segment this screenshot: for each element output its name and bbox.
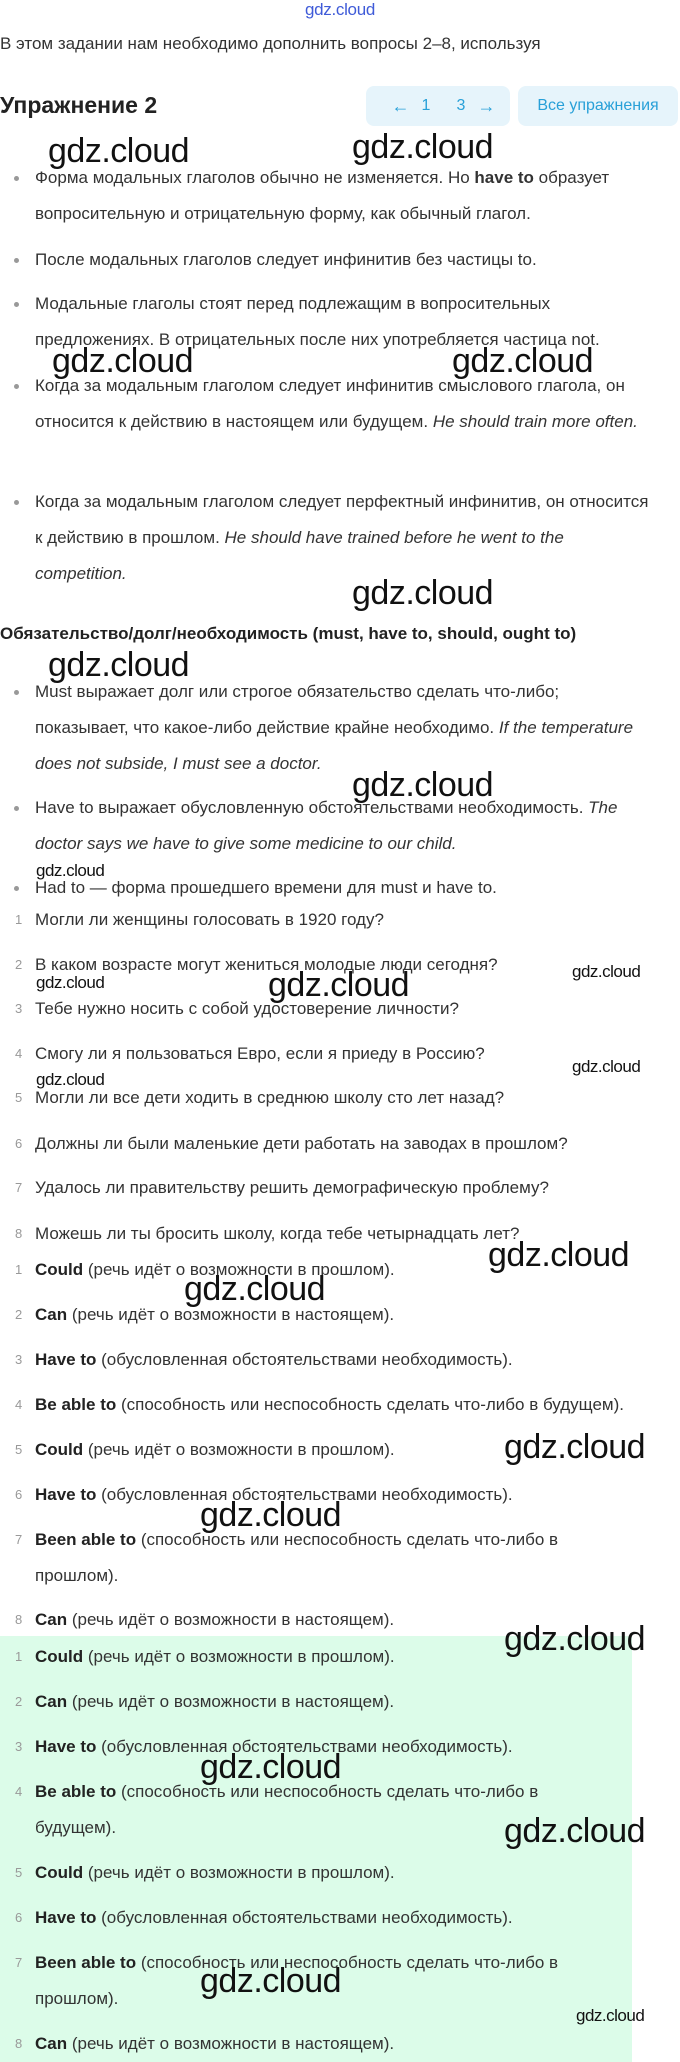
watermark: gdz.cloud [184,1270,326,1308]
rule-text: Когда за модальным глаголом следует инфинитив смыслового глагола, он относится к действию в настоящем или будущем. He should train more often. [35,376,638,431]
bullet [14,258,19,263]
watermark: gdz.cloud [504,1428,646,1466]
watermark: gdz.cloud [488,1236,630,1274]
watermark: gdz.cloud [352,574,494,612]
watermark: gdz.cloud [504,1812,646,1850]
bullet [14,806,19,811]
exercise-title: Упражнение 2 [0,92,158,118]
bullet [14,690,19,695]
rule-text: Had to — форма прошедшего времени для must и have to. [35,878,497,897]
watermark: gdz.cloud [200,1962,342,2000]
watermark: gdz.cloud [504,1620,646,1658]
arrow-left-icon: ← [391,95,410,116]
watermark: gdz.cloud [352,766,494,804]
watermark: gdz.cloud [352,128,494,166]
watermark: gdz.cloud [36,1070,105,1089]
watermark: gdz.cloud [48,646,190,684]
all-exercises-button[interactable] [518,86,678,126]
rule-text: Must выражает долг или строгое обязательство сделать что-либо; показывает, что какое-либо действие крайне необходимо. If the temperature does not subside, I must see a doctor. [35,682,634,773]
watermark: gdz.cloud [36,861,105,880]
top-logo[interactable]: gdz.cloud [304,0,376,19]
bullet [14,500,19,505]
watermark: gdz.cloud [200,1748,342,1786]
bullet [14,384,19,389]
intro-text: В этом задании нам необходимо дополнить вопросы 2–8, используя [0,34,541,53]
all-exercises-label: Все упражнения [537,97,659,114]
rule-text: После модальных глаголов следует инфинитив без частицы to. [35,250,537,269]
bullet [14,176,19,181]
rule-text: Модальные глаголы стоят перед подлежащим в вопросительных предложениях. В отрицательных после них употребляется частица not. [35,294,600,349]
rule-text: Have to выражает обусловленную обстоятельствами необходимость. The doctor says we have to give some medicine to our child. [35,798,618,853]
rule-text: Форма модальных глаголов обычно не изменяется. Но have to образует вопросительную и отрицательную форму, как обычный глагол. [35,168,610,223]
bullet [14,302,19,307]
watermark: gdz.cloud [200,1496,342,1534]
watermark: gdz.cloud [572,1057,641,1076]
subheading: Обязательство/долг/необходимость (must, have to, should, ought to) [0,624,577,643]
watermark: gdz.cloud [268,966,410,1004]
bullet [14,886,19,891]
arrow-right-icon: → [477,95,496,116]
prev-exercise-label: 1 [421,97,431,114]
rule-text: Когда за модальным глаголом следует перфектный инфинитив, он относится к действию в прошлом. He should have trained before he went to the competition. [35,492,649,583]
watermark: gdz.cloud [576,2006,645,2025]
watermark: gdz.cloud [52,342,194,380]
watermark: gdz.cloud [48,132,190,170]
next-exercise-label: 3 [456,97,466,114]
watermark: gdz.cloud [452,342,594,380]
watermark: gdz.cloud [36,973,105,992]
watermark: gdz.cloud [572,962,641,981]
next-exercise-button[interactable] [442,86,510,126]
